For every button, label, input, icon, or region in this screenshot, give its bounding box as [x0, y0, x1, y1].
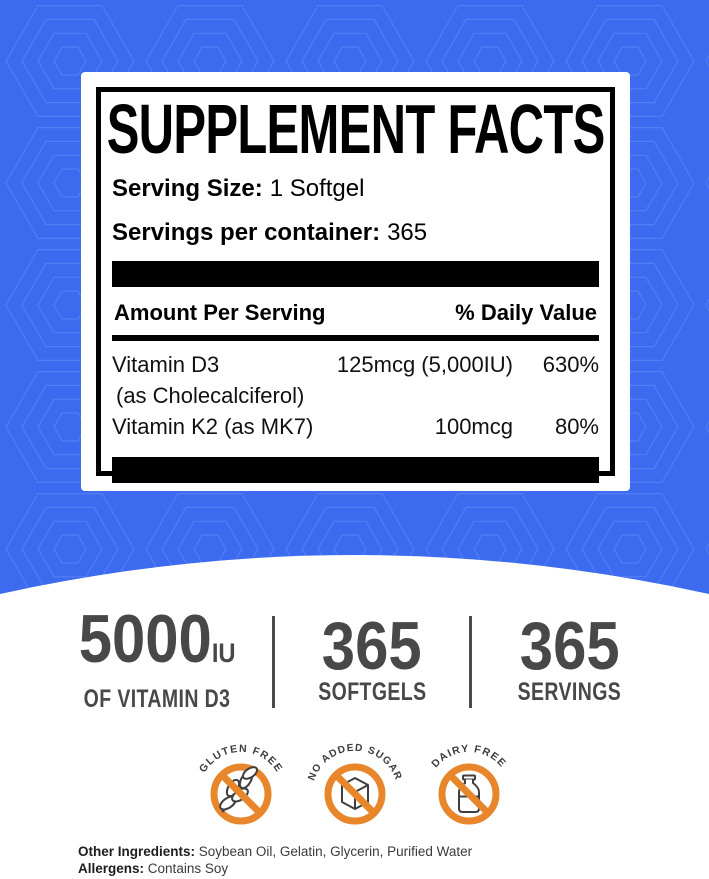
stat-servings — [472, 608, 667, 707]
nutrient-daily-value: 630% — [542, 352, 600, 377]
divider-bar-top — [112, 261, 599, 287]
nutrient-subname: (as Cholecalciferol) — [116, 383, 305, 408]
stat-unit: IU — [211, 638, 236, 668]
servings-value: 365 — [387, 219, 428, 246]
nutrient-name: Vitamin K2 (as MK7) — [112, 414, 314, 439]
stat-label: SOFTGELS — [317, 678, 427, 706]
stat-label: OF VITAMIN D3 — [83, 685, 231, 713]
nutrient-amount: 100mcg — [434, 414, 513, 439]
stat-value: 365 — [519, 608, 620, 684]
other-ingredients-value: Soybean Oil, Gelatin, Glycerin, Purified Water — [198, 844, 473, 859]
dairy-free-badge — [412, 731, 526, 835]
nutrient-amount: 125mcg (5,000IU) — [336, 352, 514, 377]
serving-size-label: Serving Size: — [112, 175, 263, 202]
stat-label: SERVINGS — [517, 678, 622, 706]
allergens-label: Allergens: — [78, 861, 145, 876]
badge-label: DAIRY FREE — [428, 742, 509, 771]
serving-size-row — [112, 174, 599, 204]
allergens-line — [78, 860, 472, 877]
other-ingredients-label: Other Ingredients: — [78, 844, 196, 859]
stats-strip — [0, 601, 709, 713]
stat-dosage — [42, 601, 272, 714]
nutrient-daily-value: 80% — [554, 414, 599, 439]
servings-per-container-row — [112, 218, 599, 248]
badge-label: GLUTEN FREE — [196, 742, 285, 775]
stat-value: 365 — [322, 608, 422, 684]
no-added-sugar-badge — [298, 731, 412, 835]
badge-label: NO ADDED SUGAR — [305, 742, 404, 783]
supplement-facts-title: SUPPLEMENT FACTS — [106, 90, 605, 168]
divider-bar-bottom — [112, 457, 599, 483]
serving-size-value: 1 Softgel — [269, 175, 365, 202]
other-ingredients-line — [78, 843, 472, 860]
amount-per-serving-header: Amount Per Serving — [114, 300, 326, 325]
badges-row — [0, 731, 709, 835]
gluten-free-badge — [184, 731, 298, 835]
nutrient-row-vitamin-k2 — [112, 414, 599, 440]
ingredients-footer — [78, 843, 472, 877]
nutrient-name: Vitamin D3 — [112, 352, 220, 377]
panel-black-frame — [96, 87, 615, 476]
allergens-value: Contains Soy — [147, 861, 229, 876]
servings-label: Servings per container: — [112, 219, 381, 246]
nutrient-row-vitamin-d3 — [112, 352, 599, 378]
stat-softgels — [275, 608, 470, 707]
stat-value: 5000 — [78, 601, 212, 677]
daily-value-header: % Daily Value — [455, 300, 597, 325]
supplement-facts-panel — [81, 72, 630, 491]
table-header-row — [112, 287, 599, 341]
